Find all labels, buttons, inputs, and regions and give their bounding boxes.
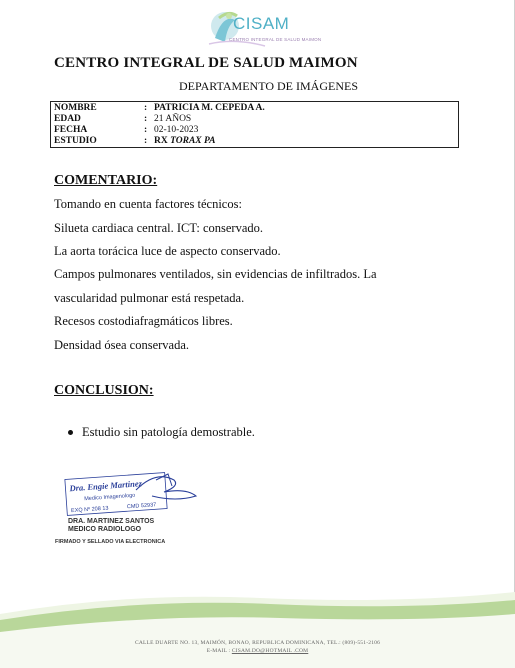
info-label: FECHA	[54, 125, 88, 135]
stamp-role: Medico Imagenologo	[84, 492, 136, 503]
stamp-name: Dra. Engie Martinez	[69, 478, 143, 494]
document-title: CENTRO INTEGRAL DE SALUD MAIMON	[54, 55, 358, 71]
conclusion-heading: CONCLUSION:	[54, 383, 154, 398]
footer-email-line	[0, 648, 515, 654]
comentario-line: vascularidad pulmonar está respetada.	[54, 291, 245, 305]
info-row-study	[54, 136, 455, 147]
signer-name: DRA. MARTINEZ SANTOS	[68, 518, 155, 525]
bullet-icon	[68, 430, 73, 435]
department-label: DEPARTAMENTO DE IMÁGENES	[179, 79, 358, 93]
info-separator: :	[144, 136, 148, 146]
patient-name: PATRICIA M. CEPEDA A.	[154, 103, 265, 113]
comentario-heading: COMENTARIO:	[54, 173, 158, 188]
signature-stamp	[56, 466, 206, 516]
info-row-date	[54, 125, 455, 136]
comentario-line: La aorta torácica luce de aspecto conservado.	[54, 244, 281, 258]
info-separator: :	[144, 125, 148, 135]
info-row-age	[54, 114, 455, 125]
conclusion-text: Estudio sin patología demostrable.	[82, 425, 255, 439]
stamp-cmd: CMD 52937	[126, 502, 157, 511]
logo-subtitle: CENTRO INTEGRAL DE SALUD MAIMON	[229, 37, 322, 42]
logo-text: CISAM	[233, 14, 290, 33]
study-type-view: TORAX PA	[170, 136, 216, 146]
footer-address: CALLE DUARTE NO. 13, MAIMÓN, BONAO, REPUBLICA DOMINICANA, TEL.: (809)-551-2106	[134, 640, 381, 646]
comentario-line: Densidad ósea conservada.	[54, 338, 190, 352]
info-separator: :	[144, 103, 148, 113]
comentario-line: Tomando en cuenta factores técnicos:	[54, 197, 242, 211]
study-date: 02-10-2023	[154, 125, 199, 135]
footer-email-link[interactable]: CISAM.DO@HOTMAIL .COM	[231, 648, 309, 654]
patient-info-box	[50, 101, 459, 148]
signer-role: MEDICO RADIOLOGO	[68, 526, 142, 533]
comentario-line: Silueta cardiaca central. ICT: conservado.	[54, 221, 264, 235]
info-separator: :	[144, 114, 148, 124]
info-label: EDAD	[54, 114, 81, 124]
comentario-line: Recesos costodiafragmáticos libres.	[54, 314, 233, 328]
stamp-exq: EXQ Nº 208 13	[70, 505, 109, 515]
patient-age: 21 AÑOS	[154, 114, 192, 124]
study-type	[154, 136, 215, 147]
info-label: ESTUDIO	[54, 136, 97, 146]
study-type-prefix: RX	[154, 136, 168, 146]
conclusion-list-item	[68, 425, 255, 440]
footer-email-prefix: E-MAIL :	[206, 648, 232, 654]
info-row-name	[54, 103, 455, 114]
footer-wave-decoration	[0, 592, 515, 668]
electronic-signature-note: FIRMADO Y SELLADO VIA ELECTRONICA	[55, 539, 166, 545]
info-label: NOMBRE	[54, 103, 97, 113]
comentario-line: Campos pulmonares ventilados, sin evidencias de infiltrados. La	[54, 267, 377, 281]
